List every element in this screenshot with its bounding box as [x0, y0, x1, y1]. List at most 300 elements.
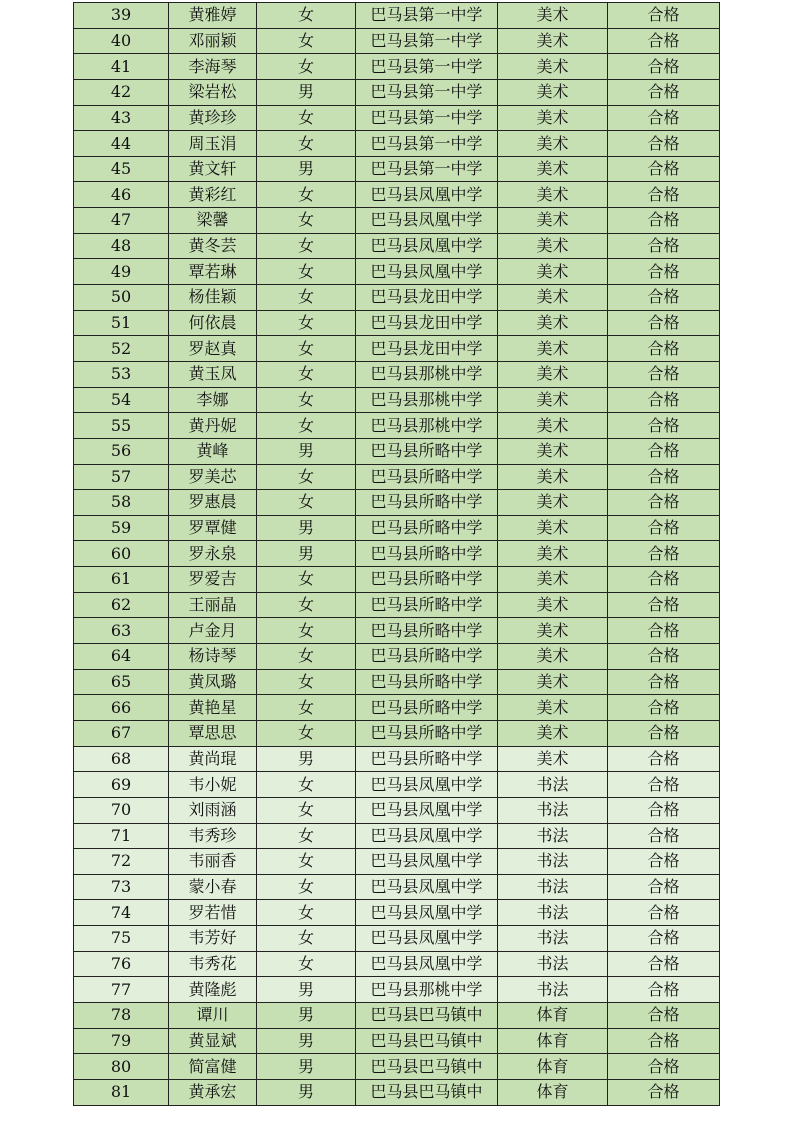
- cell-name: 覃思思: [169, 720, 257, 746]
- table-row: [74, 746, 720, 772]
- cell-number: 61: [74, 567, 169, 593]
- cell-school: 巴马县那桃中学: [356, 977, 498, 1003]
- cell-result: 合格: [608, 79, 720, 105]
- cell-number: 73: [74, 874, 169, 900]
- cell-name: 黄尚琨: [169, 746, 257, 772]
- cell-gender: 女: [257, 464, 356, 490]
- cell-school: 巴马县所略中学: [356, 720, 498, 746]
- table-row: [74, 259, 720, 285]
- cell-result: 合格: [608, 54, 720, 80]
- table-row: [74, 490, 720, 516]
- cell-number: 65: [74, 669, 169, 695]
- cell-gender: 女: [257, 592, 356, 618]
- cell-subject: 美术: [498, 259, 608, 285]
- table-row: [74, 438, 720, 464]
- table-row: [74, 131, 720, 157]
- cell-name: 邓丽颖: [169, 28, 257, 54]
- cell-gender: 女: [257, 54, 356, 80]
- cell-subject: 美术: [498, 490, 608, 516]
- cell-name: 黄文轩: [169, 156, 257, 182]
- table-row: [74, 823, 720, 849]
- cell-gender: 女: [257, 618, 356, 644]
- cell-subject: 体育: [498, 1054, 608, 1080]
- table-row: [74, 387, 720, 413]
- cell-subject: 美术: [498, 208, 608, 234]
- cell-name: 韦秀珍: [169, 823, 257, 849]
- table-row: [74, 515, 720, 541]
- table-row: [74, 720, 720, 746]
- cell-school: 巴马县所略中学: [356, 669, 498, 695]
- cell-gender: 女: [257, 285, 356, 311]
- cell-number: 62: [74, 592, 169, 618]
- cell-result: 合格: [608, 541, 720, 567]
- cell-result: 合格: [608, 285, 720, 311]
- cell-subject: 书法: [498, 849, 608, 875]
- cell-result: 合格: [608, 310, 720, 336]
- cell-name: 黄凤璐: [169, 669, 257, 695]
- cell-subject: 美术: [498, 156, 608, 182]
- cell-subject: 美术: [498, 618, 608, 644]
- cell-gender: 女: [257, 182, 356, 208]
- table-row: [74, 772, 720, 798]
- cell-subject: 美术: [498, 131, 608, 157]
- cell-subject: 美术: [498, 592, 608, 618]
- table-row: [74, 592, 720, 618]
- cell-name: 黄彩红: [169, 182, 257, 208]
- cell-name: 黄冬芸: [169, 233, 257, 259]
- cell-number: 76: [74, 951, 169, 977]
- cell-result: 合格: [608, 695, 720, 721]
- cell-result: 合格: [608, 208, 720, 234]
- cell-subject: 体育: [498, 1028, 608, 1054]
- cell-result: 合格: [608, 592, 720, 618]
- cell-gender: 女: [257, 208, 356, 234]
- cell-number: 66: [74, 695, 169, 721]
- cell-subject: 体育: [498, 1002, 608, 1028]
- cell-number: 47: [74, 208, 169, 234]
- table-row: [74, 413, 720, 439]
- cell-result: 合格: [608, 28, 720, 54]
- cell-subject: 书法: [498, 772, 608, 798]
- cell-subject: 美术: [498, 464, 608, 490]
- cell-result: 合格: [608, 900, 720, 926]
- cell-result: 合格: [608, 977, 720, 1003]
- table-row: [74, 336, 720, 362]
- cell-number: 41: [74, 54, 169, 80]
- cell-name: 黄峰: [169, 438, 257, 464]
- cell-subject: 美术: [498, 336, 608, 362]
- cell-gender: 男: [257, 1002, 356, 1028]
- cell-subject: 美术: [498, 182, 608, 208]
- table-row: [74, 285, 720, 311]
- cell-school: 巴马县凤凰中学: [356, 874, 498, 900]
- cell-gender: 男: [257, 1079, 356, 1105]
- cell-school: 巴马县凤凰中学: [356, 823, 498, 849]
- cell-school: 巴马县凤凰中学: [356, 182, 498, 208]
- cell-subject: 美术: [498, 361, 608, 387]
- cell-result: 合格: [608, 464, 720, 490]
- cell-name: 李海琴: [169, 54, 257, 80]
- table-row: [74, 900, 720, 926]
- table-row: [74, 1054, 720, 1080]
- cell-name: 韦秀花: [169, 951, 257, 977]
- cell-number: 63: [74, 618, 169, 644]
- cell-subject: 美术: [498, 387, 608, 413]
- cell-number: 59: [74, 515, 169, 541]
- cell-subject: 美术: [498, 669, 608, 695]
- cell-school: 巴马县所略中学: [356, 695, 498, 721]
- cell-number: 40: [74, 28, 169, 54]
- cell-number: 70: [74, 797, 169, 823]
- cell-subject: 书法: [498, 874, 608, 900]
- table-row: [74, 54, 720, 80]
- cell-number: 51: [74, 310, 169, 336]
- cell-result: 合格: [608, 746, 720, 772]
- cell-name: 梁馨: [169, 208, 257, 234]
- cell-subject: 美术: [498, 438, 608, 464]
- cell-subject: 体育: [498, 1079, 608, 1105]
- cell-name: 韦小妮: [169, 772, 257, 798]
- cell-gender: 女: [257, 900, 356, 926]
- cell-name: 罗美芯: [169, 464, 257, 490]
- cell-gender: 男: [257, 515, 356, 541]
- results-table: [73, 2, 720, 1106]
- cell-subject: 美术: [498, 695, 608, 721]
- cell-gender: 男: [257, 1054, 356, 1080]
- cell-result: 合格: [608, 3, 720, 29]
- cell-number: 74: [74, 900, 169, 926]
- cell-gender: 女: [257, 413, 356, 439]
- cell-school: 巴马县龙田中学: [356, 336, 498, 362]
- cell-school: 巴马县凤凰中学: [356, 900, 498, 926]
- cell-number: 78: [74, 1002, 169, 1028]
- table-row: [74, 3, 720, 29]
- cell-result: 合格: [608, 336, 720, 362]
- cell-subject: 书法: [498, 823, 608, 849]
- cell-name: 黄雅婷: [169, 3, 257, 29]
- cell-result: 合格: [608, 1054, 720, 1080]
- cell-number: 71: [74, 823, 169, 849]
- results-table-body: [74, 3, 720, 1106]
- cell-school: 巴马县所略中学: [356, 746, 498, 772]
- cell-gender: 女: [257, 874, 356, 900]
- cell-name: 蒙小春: [169, 874, 257, 900]
- cell-number: 79: [74, 1028, 169, 1054]
- cell-result: 合格: [608, 259, 720, 285]
- cell-number: 42: [74, 79, 169, 105]
- cell-school: 巴马县第一中学: [356, 3, 498, 29]
- table-row: [74, 361, 720, 387]
- cell-name: 罗爱吉: [169, 567, 257, 593]
- cell-gender: 男: [257, 156, 356, 182]
- table-row: [74, 1002, 720, 1028]
- cell-result: 合格: [608, 1002, 720, 1028]
- cell-gender: 女: [257, 797, 356, 823]
- table-row: [74, 695, 720, 721]
- cell-result: 合格: [608, 182, 720, 208]
- cell-gender: 女: [257, 926, 356, 952]
- table-row: [74, 849, 720, 875]
- cell-number: 44: [74, 131, 169, 157]
- cell-name: 罗若惜: [169, 900, 257, 926]
- table-row: [74, 926, 720, 952]
- cell-gender: 女: [257, 567, 356, 593]
- cell-school: 巴马县所略中学: [356, 464, 498, 490]
- cell-result: 合格: [608, 951, 720, 977]
- cell-school: 巴马县所略中学: [356, 592, 498, 618]
- cell-gender: 女: [257, 3, 356, 29]
- cell-name: 黄丹妮: [169, 413, 257, 439]
- cell-result: 合格: [608, 361, 720, 387]
- cell-number: 80: [74, 1054, 169, 1080]
- cell-name: 黄珍珍: [169, 105, 257, 131]
- cell-result: 合格: [608, 644, 720, 670]
- cell-subject: 美术: [498, 310, 608, 336]
- cell-subject: 美术: [498, 105, 608, 131]
- cell-school: 巴马县第一中学: [356, 28, 498, 54]
- cell-gender: 女: [257, 695, 356, 721]
- cell-subject: 美术: [498, 79, 608, 105]
- cell-number: 64: [74, 644, 169, 670]
- cell-school: 巴马县那桃中学: [356, 387, 498, 413]
- table-row: [74, 156, 720, 182]
- cell-school: 巴马县第一中学: [356, 131, 498, 157]
- cell-school: 巴马县那桃中学: [356, 361, 498, 387]
- cell-subject: 美术: [498, 567, 608, 593]
- cell-result: 合格: [608, 413, 720, 439]
- cell-gender: 女: [257, 951, 356, 977]
- cell-school: 巴马县凤凰中学: [356, 926, 498, 952]
- cell-subject: 美术: [498, 720, 608, 746]
- cell-subject: 美术: [498, 413, 608, 439]
- cell-result: 合格: [608, 131, 720, 157]
- cell-school: 巴马县所略中学: [356, 567, 498, 593]
- cell-name: 刘雨涵: [169, 797, 257, 823]
- table-row: [74, 310, 720, 336]
- cell-result: 合格: [608, 849, 720, 875]
- cell-result: 合格: [608, 1079, 720, 1105]
- cell-gender: 女: [257, 259, 356, 285]
- cell-gender: 男: [257, 541, 356, 567]
- cell-number: 53: [74, 361, 169, 387]
- cell-school: 巴马县巴马镇中: [356, 1054, 498, 1080]
- cell-name: 罗覃健: [169, 515, 257, 541]
- cell-number: 60: [74, 541, 169, 567]
- cell-name: 王丽晶: [169, 592, 257, 618]
- cell-result: 合格: [608, 720, 720, 746]
- cell-subject: 书法: [498, 797, 608, 823]
- cell-gender: 男: [257, 1028, 356, 1054]
- cell-name: 黄艳星: [169, 695, 257, 721]
- cell-number: 52: [74, 336, 169, 362]
- cell-result: 合格: [608, 156, 720, 182]
- cell-gender: 男: [257, 746, 356, 772]
- cell-school: 巴马县所略中学: [356, 490, 498, 516]
- table-row: [74, 669, 720, 695]
- cell-school: 巴马县龙田中学: [356, 310, 498, 336]
- cell-school: 巴马县巴马镇中: [356, 1028, 498, 1054]
- cell-number: 54: [74, 387, 169, 413]
- cell-subject: 美术: [498, 746, 608, 772]
- cell-school: 巴马县凤凰中学: [356, 208, 498, 234]
- cell-school: 巴马县所略中学: [356, 541, 498, 567]
- cell-school: 巴马县第一中学: [356, 105, 498, 131]
- cell-number: 39: [74, 3, 169, 29]
- cell-subject: 书法: [498, 951, 608, 977]
- table-row: [74, 618, 720, 644]
- table-row: [74, 1028, 720, 1054]
- cell-result: 合格: [608, 567, 720, 593]
- cell-school: 巴马县巴马镇中: [356, 1002, 498, 1028]
- table-row: [74, 1079, 720, 1105]
- cell-result: 合格: [608, 515, 720, 541]
- cell-gender: 男: [257, 438, 356, 464]
- cell-name: 罗赵真: [169, 336, 257, 362]
- cell-gender: 女: [257, 28, 356, 54]
- cell-result: 合格: [608, 233, 720, 259]
- table-row: [74, 105, 720, 131]
- cell-name: 梁岩松: [169, 79, 257, 105]
- cell-gender: 女: [257, 490, 356, 516]
- cell-number: 49: [74, 259, 169, 285]
- table-row: [74, 541, 720, 567]
- table-row: [74, 79, 720, 105]
- cell-subject: 书法: [498, 977, 608, 1003]
- cell-school: 巴马县凤凰中学: [356, 951, 498, 977]
- cell-gender: 女: [257, 310, 356, 336]
- cell-result: 合格: [608, 105, 720, 131]
- cell-result: 合格: [608, 490, 720, 516]
- cell-gender: 女: [257, 233, 356, 259]
- cell-school: 巴马县巴马镇中: [356, 1079, 498, 1105]
- cell-subject: 美术: [498, 233, 608, 259]
- cell-number: 72: [74, 849, 169, 875]
- cell-school: 巴马县凤凰中学: [356, 259, 498, 285]
- cell-gender: 女: [257, 644, 356, 670]
- cell-gender: 女: [257, 823, 356, 849]
- cell-number: 43: [74, 105, 169, 131]
- cell-name: 黄隆彪: [169, 977, 257, 1003]
- cell-number: 75: [74, 926, 169, 952]
- cell-subject: 美术: [498, 3, 608, 29]
- cell-subject: 书法: [498, 900, 608, 926]
- cell-school: 巴马县所略中学: [356, 618, 498, 644]
- cell-subject: 美术: [498, 285, 608, 311]
- cell-number: 56: [74, 438, 169, 464]
- cell-school: 巴马县凤凰中学: [356, 233, 498, 259]
- cell-number: 69: [74, 772, 169, 798]
- cell-name: 罗永泉: [169, 541, 257, 567]
- cell-subject: 美术: [498, 541, 608, 567]
- cell-name: 韦芳好: [169, 926, 257, 952]
- cell-number: 58: [74, 490, 169, 516]
- cell-subject: 美术: [498, 515, 608, 541]
- cell-number: 50: [74, 285, 169, 311]
- cell-name: 罗惠晨: [169, 490, 257, 516]
- table-row: [74, 951, 720, 977]
- cell-gender: 男: [257, 977, 356, 1003]
- cell-number: 77: [74, 977, 169, 1003]
- table-row: [74, 644, 720, 670]
- cell-result: 合格: [608, 874, 720, 900]
- cell-number: 68: [74, 746, 169, 772]
- cell-number: 55: [74, 413, 169, 439]
- cell-name: 覃若琳: [169, 259, 257, 285]
- cell-subject: 美术: [498, 54, 608, 80]
- cell-number: 81: [74, 1079, 169, 1105]
- cell-name: 谭川: [169, 1002, 257, 1028]
- cell-gender: 女: [257, 361, 356, 387]
- cell-school: 巴马县第一中学: [356, 79, 498, 105]
- cell-number: 46: [74, 182, 169, 208]
- cell-name: 黄承宏: [169, 1079, 257, 1105]
- cell-number: 45: [74, 156, 169, 182]
- cell-number: 48: [74, 233, 169, 259]
- cell-gender: 女: [257, 669, 356, 695]
- table-row: [74, 208, 720, 234]
- cell-school: 巴马县第一中学: [356, 156, 498, 182]
- cell-name: 杨佳颖: [169, 285, 257, 311]
- cell-number: 67: [74, 720, 169, 746]
- cell-result: 合格: [608, 618, 720, 644]
- cell-school: 巴马县第一中学: [356, 54, 498, 80]
- cell-name: 李娜: [169, 387, 257, 413]
- cell-result: 合格: [608, 1028, 720, 1054]
- cell-name: 何依晨: [169, 310, 257, 336]
- cell-result: 合格: [608, 387, 720, 413]
- cell-name: 周玉涓: [169, 131, 257, 157]
- cell-name: 韦丽香: [169, 849, 257, 875]
- cell-result: 合格: [608, 797, 720, 823]
- table-row: [74, 28, 720, 54]
- cell-result: 合格: [608, 669, 720, 695]
- cell-gender: 女: [257, 772, 356, 798]
- cell-name: 卢金月: [169, 618, 257, 644]
- cell-school: 巴马县所略中学: [356, 438, 498, 464]
- cell-gender: 女: [257, 131, 356, 157]
- cell-result: 合格: [608, 926, 720, 952]
- table-row: [74, 233, 720, 259]
- cell-number: 57: [74, 464, 169, 490]
- table-row: [74, 797, 720, 823]
- cell-school: 巴马县凤凰中学: [356, 849, 498, 875]
- cell-gender: 女: [257, 720, 356, 746]
- cell-subject: 美术: [498, 28, 608, 54]
- table-row: [74, 874, 720, 900]
- cell-school: 巴马县龙田中学: [356, 285, 498, 311]
- cell-subject: 书法: [498, 926, 608, 952]
- table-row: [74, 182, 720, 208]
- table-row: [74, 977, 720, 1003]
- cell-result: 合格: [608, 823, 720, 849]
- cell-school: 巴马县凤凰中学: [356, 797, 498, 823]
- cell-result: 合格: [608, 772, 720, 798]
- cell-name: 杨诗琴: [169, 644, 257, 670]
- cell-school: 巴马县那桃中学: [356, 413, 498, 439]
- cell-gender: 女: [257, 105, 356, 131]
- cell-subject: 美术: [498, 644, 608, 670]
- table-row: [74, 567, 720, 593]
- cell-name: 黄显斌: [169, 1028, 257, 1054]
- cell-gender: 男: [257, 79, 356, 105]
- cell-result: 合格: [608, 438, 720, 464]
- cell-gender: 女: [257, 336, 356, 362]
- cell-name: 简富健: [169, 1054, 257, 1080]
- cell-name: 黄玉凤: [169, 361, 257, 387]
- cell-gender: 女: [257, 387, 356, 413]
- cell-school: 巴马县所略中学: [356, 644, 498, 670]
- cell-school: 巴马县凤凰中学: [356, 772, 498, 798]
